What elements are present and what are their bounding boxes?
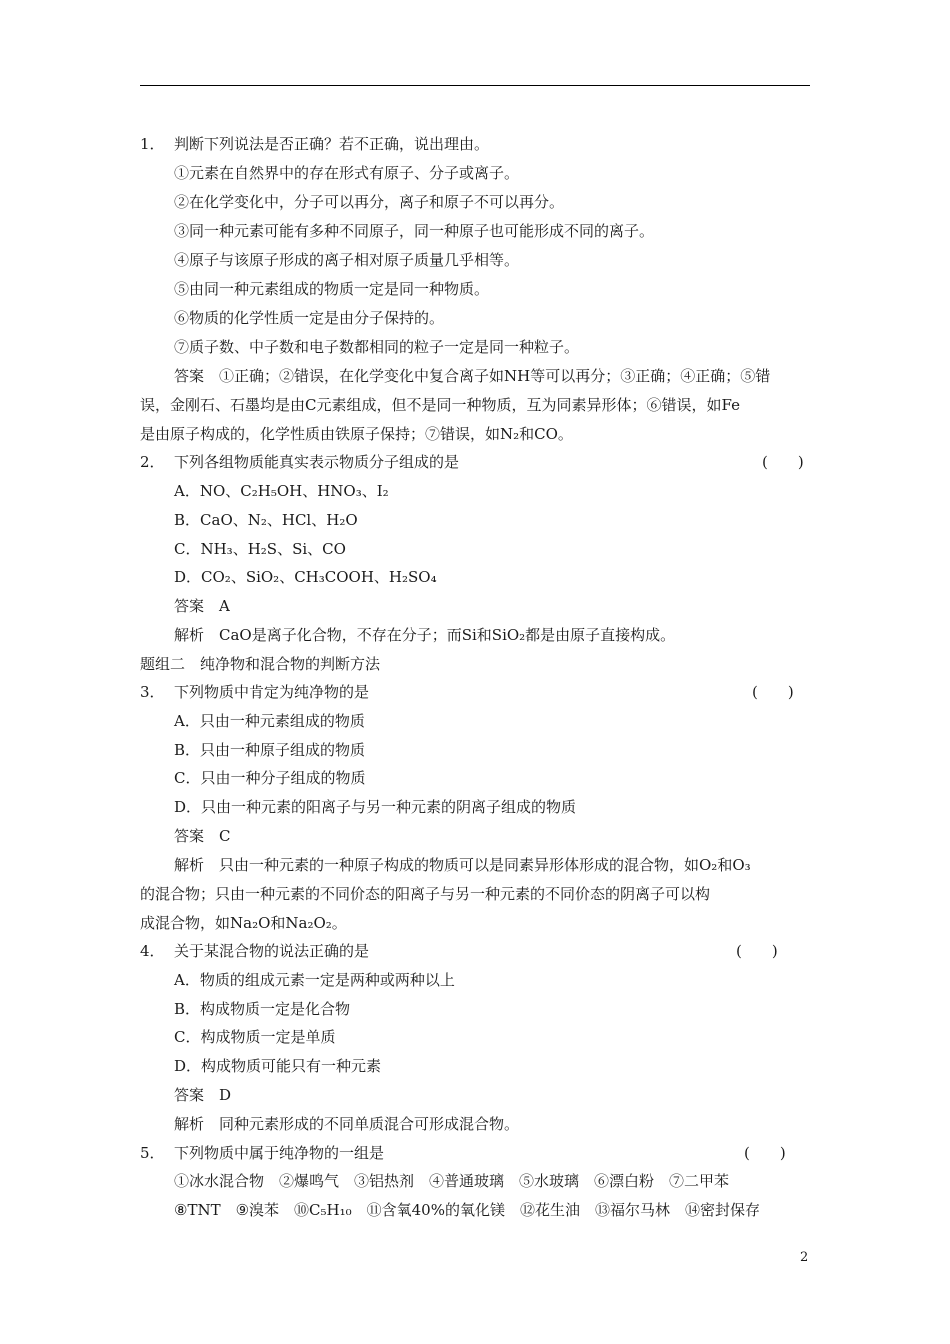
statement-5: ⑤由同一种元素组成的物质一定是同一种物质。	[174, 280, 490, 298]
option-c: C．NH₃、H₂S、Si、CO	[174, 540, 346, 558]
option-b: B．只由一种原子组成的物质	[174, 741, 366, 759]
answer-1: 答案 ①正确；②错误，在化学变化中复合离子如NH等可以再分；③正确；④正确；⑤错	[174, 367, 771, 385]
explanation-2: 解析 CaO是离子化合物，不存在分子；而Si和SiO₂都是由原子直接构成。	[174, 626, 676, 644]
question-1: 1． 判断下列说法是否正确？若不正确，说出理由。	[140, 135, 490, 153]
option-c: C．只由一种分子组成的物质	[174, 769, 366, 787]
answer-blank: ( )	[736, 942, 778, 960]
question-3: 3． 下列物质中肯定为纯净物的是	[140, 683, 370, 701]
header-rule	[140, 85, 810, 86]
question-5: 5． 下列物质中属于纯净物的一组是	[140, 1144, 385, 1162]
page-number: 2	[800, 1250, 809, 1265]
option-c: C．构成物质一定是单质	[174, 1028, 336, 1046]
question-4: 4． 关于某混合物的说法正确的是	[140, 942, 370, 960]
answer-blank: ( )	[762, 453, 804, 471]
item-list: ⑧TNT ⑨溴苯 ⑩C₅H₁₀ ⑪含氧40%的氧化镁 ⑫花生油 ⑬福尔马林 ⑭密封保存	[174, 1201, 760, 1219]
explanation-4: 解析 同种元素形成的不同单质混合可形成混合物。	[174, 1115, 520, 1133]
statement-3: ③同一种元素可能有多种不同原子，同一种原子也可能形成不同的离子。	[174, 222, 655, 240]
option-a: A．物质的组成元素一定是两种或两种以上	[174, 971, 455, 989]
statement-7: ⑦质子数、中子数和电子数都相同的粒子一定是同一种粒子。	[174, 338, 580, 356]
option-b: B．构成物质一定是化合物	[174, 1000, 351, 1018]
option-b: B．CaO、N₂、HCl、H₂O	[174, 511, 358, 529]
answer-1-cont: 误，金刚石、石墨均是由C元素组成，但不是同一种物质，互为同素异形体；⑥错误，如Fe	[140, 396, 740, 414]
explanation-3-cont: 成混合物，如Na₂O和Na₂O₂。	[140, 914, 347, 932]
answer-blank: ( )	[744, 1144, 786, 1162]
item-list: ①冰水混合物 ②爆鸣气 ③铝热剂 ④普通玻璃 ⑤水玻璃 ⑥漂白粉 ⑦二甲苯	[174, 1172, 730, 1190]
answer-blank: ( )	[752, 683, 794, 701]
answer-3: 答案 C	[174, 827, 231, 845]
answer-2: 答案 A	[174, 597, 230, 615]
explanation-3: 解析 只由一种元素的一种原子构成的物质可以是同素异形体形成的混合物，如O₂和O₃	[174, 856, 751, 874]
statement-6: ⑥物质的化学性质一定是由分子保持的。	[174, 309, 445, 327]
statement-2: ②在化学变化中，分子可以再分，离子和原子不可以再分。	[174, 193, 565, 211]
option-a: A．只由一种元素组成的物质	[174, 712, 365, 730]
answer-1-cont: 是由原子构成的，化学性质由铁原子保持；⑦错误，如N₂和CO。	[140, 425, 573, 443]
option-a: A．NO、C₂H₅OH、HNO₃、I₂	[174, 482, 389, 500]
option-d: D．只由一种元素的阳离子与另一种元素的阴离子组成的物质	[174, 798, 577, 816]
section-heading: 题组二 纯净物和混合物的判断方法	[140, 655, 381, 673]
statement-4: ④原子与该原子形成的离子相对原子质量几乎相等。	[174, 251, 520, 269]
answer-4: 答案 D	[174, 1086, 232, 1104]
statement-1: ①元素在自然界中的存在形式有原子、分子或离子。	[174, 164, 520, 182]
option-d: D．CO₂、SiO₂、CH₃COOH、H₂SO₄	[174, 568, 437, 586]
question-2: 2． 下列各组物质能真实表示物质分子组成的是	[140, 453, 460, 471]
option-d: D．构成物质可能只有一种元素	[174, 1057, 382, 1075]
explanation-3-cont: 的混合物；只由一种元素的不同价态的阳离子与另一种元素的不同价态的阴离子可以构	[140, 885, 711, 903]
